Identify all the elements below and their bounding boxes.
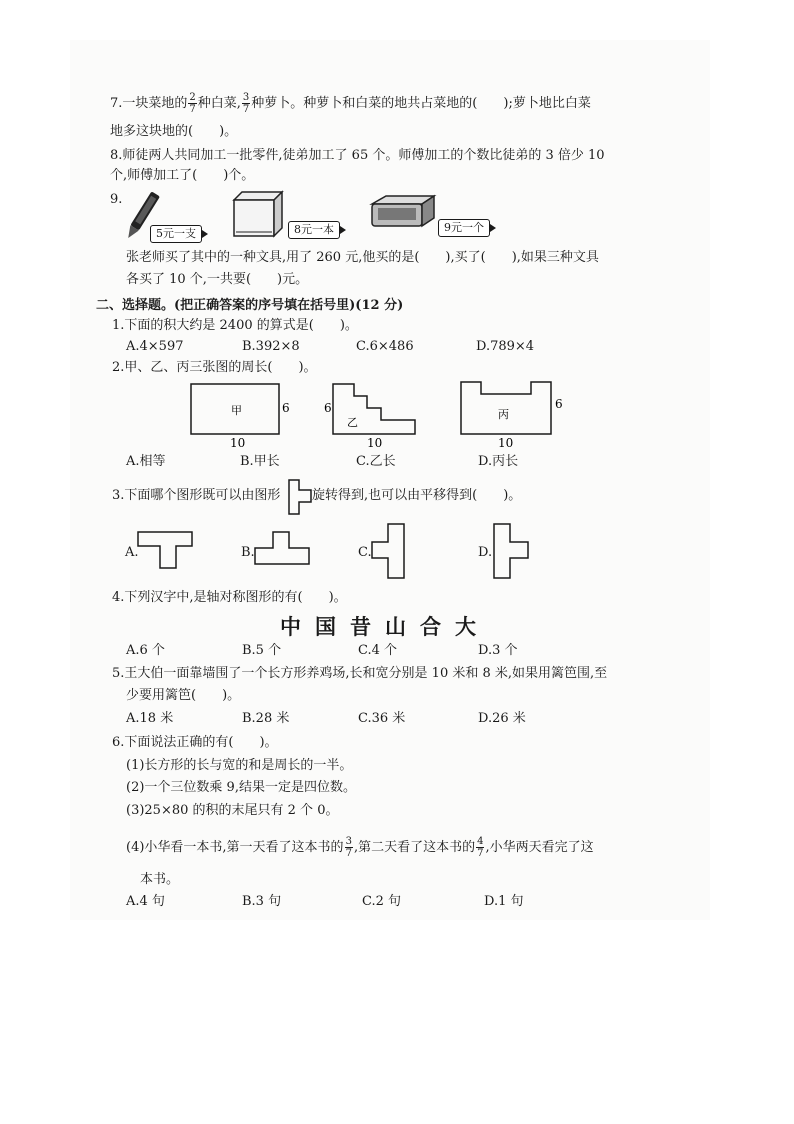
c3-option-a: A. [125, 545, 139, 560]
c5-option-d: D.26 米 [478, 711, 526, 726]
c1-option-d: D.789×4 [476, 339, 535, 354]
c3-option-c: C. [358, 545, 372, 560]
c5-option-c: C.36 米 [358, 711, 406, 726]
c4-option-a: A.6 个 [126, 643, 165, 658]
c6-s4-text-b: ,第二天看了这本书的 [353, 840, 476, 855]
figure-label-jia: 甲 [231, 404, 242, 417]
c2-option-b: B.甲长 [240, 454, 280, 469]
c6-option-b: B.3 句 [242, 894, 282, 909]
q8-line1: 8.师徒两人共同加工一批零件,徒弟加工了 65 个。师傅加工的个数比徒弟的 3 倍少 10 [110, 148, 605, 163]
q7-text-c: 种萝卜。种萝卜和白菜的地共占菜地的( );萝卜地比白菜 [251, 96, 591, 111]
c6-option-d: D.1 句 [484, 894, 524, 909]
c6-s4-text-a: (4)小华看一本书,第一天看了这本书的 [126, 840, 344, 855]
q7-line2: 地多这块地的( )。 [110, 124, 238, 139]
book-icon [228, 190, 284, 240]
c4-stem: 4.下列汉字中,是轴对称图形的有( )。 [112, 590, 347, 605]
q9-number: 9. [110, 192, 123, 207]
c6-statement-4-end: 本书。 [140, 872, 180, 887]
c3-reference-shape [285, 478, 315, 518]
q7-line1 [110, 92, 591, 115]
figure-label-bing: 丙 [498, 408, 509, 421]
c1-option-c: C.6×486 [356, 339, 414, 354]
figure-jia-width: 10 [230, 436, 246, 450]
pencil-case-icon [366, 192, 438, 232]
figure-jia-height: 6 [282, 401, 290, 415]
c2-option-a: A.相等 [126, 454, 166, 469]
chinese-characters: 中国昔山合大 [280, 615, 490, 639]
c4-option-c: C.4 个 [358, 643, 398, 658]
c5-option-b: B.28 米 [242, 711, 290, 726]
c5-line2: 少要用篱笆( )。 [126, 688, 241, 703]
c6-option-c: C.2 句 [362, 894, 402, 909]
c6-statement-2: (2)一个三位数乘 9,结果一定是四位数。 [126, 780, 356, 795]
c3-option-c-shape [368, 520, 414, 584]
c3-option-b-shape [253, 528, 315, 574]
c6-statement-1: (1)长方形的长与宽的和是周长的一半。 [126, 758, 353, 773]
q8-line2: 个,师傅加工了( )个。 [110, 168, 255, 183]
figure-yi [333, 384, 415, 434]
q9-line2: 各买了 10 个,一共要( )元。 [126, 272, 309, 287]
figure-bing-width: 10 [498, 436, 514, 450]
c3-stem-b: 旋转得到,也可以由平移得到( )。 [312, 488, 522, 503]
c2-option-d: D.丙长 [478, 454, 519, 469]
section-title: 二、选择题。(把正确答案的序号填在括号里)(12 分) [96, 298, 404, 313]
c5-option-a: A.18 米 [126, 711, 174, 726]
price-tag-pen: 5元一支 [150, 225, 202, 243]
c1-option-a: A.4×597 [126, 339, 184, 354]
c2-stem: 2.甲、乙、丙三张图的周长( )。 [112, 360, 317, 375]
c4-option-b: B.5 个 [242, 643, 282, 658]
fraction: $\frac{3}{7}$ [242, 92, 250, 115]
c6-stem: 6.下面说法正确的有( )。 [112, 735, 278, 750]
q7-text-b: 种白菜, [197, 96, 241, 111]
fraction: $\frac{2}{7}$ [189, 92, 196, 115]
figure-bing-height: 6 [555, 397, 563, 411]
figure-yi-width: 10 [367, 436, 383, 450]
c3-stem-a: 3.下面哪个图形既可以由图形 [112, 488, 281, 503]
price-tag-pencil-case: 9元一个 [438, 219, 490, 237]
q7-text-a: 7.一块菜地的 [110, 96, 188, 111]
c6-statement-4 [126, 836, 594, 859]
fraction: $\frac{4}{7}$ [477, 836, 484, 859]
fraction: $\frac{3}{7}$ [345, 836, 352, 859]
c6-option-a: A.4 句 [126, 894, 165, 909]
perimeter-figures [180, 378, 650, 450]
c4-option-d: D.3 个 [478, 643, 518, 658]
c3-option-b: B. [241, 545, 255, 560]
c2-option-c: C.乙长 [356, 454, 396, 469]
price-tag-book: 8元一本 [288, 221, 340, 239]
c3-option-d-shape [490, 520, 536, 584]
figure-label-yi: 乙 [347, 416, 358, 429]
c3-option-d: D. [478, 545, 493, 560]
c6-s4-text-c: ,小华两天看完了这 [485, 840, 594, 855]
c3-option-a-shape [136, 528, 196, 574]
c5-line1: 5.王大伯一面靠墙围了一个长方形养鸡场,长和宽分别是 10 米和 8 米,如果用篱笆围,至 [112, 666, 608, 681]
c1-option-b: B.392×8 [242, 339, 300, 354]
q9-line1: 张老师买了其中的一种文具,用了 260 元,他买的是( ),买了( ),如果三种文具 [126, 250, 599, 265]
c1-stem: 1.下面的积大约是 2400 的算式是( )。 [112, 318, 358, 333]
c6-statement-3: (3)25×80 的积的末尾只有 2 个 0。 [126, 803, 339, 818]
figure-yi-height: 6 [324, 401, 332, 415]
